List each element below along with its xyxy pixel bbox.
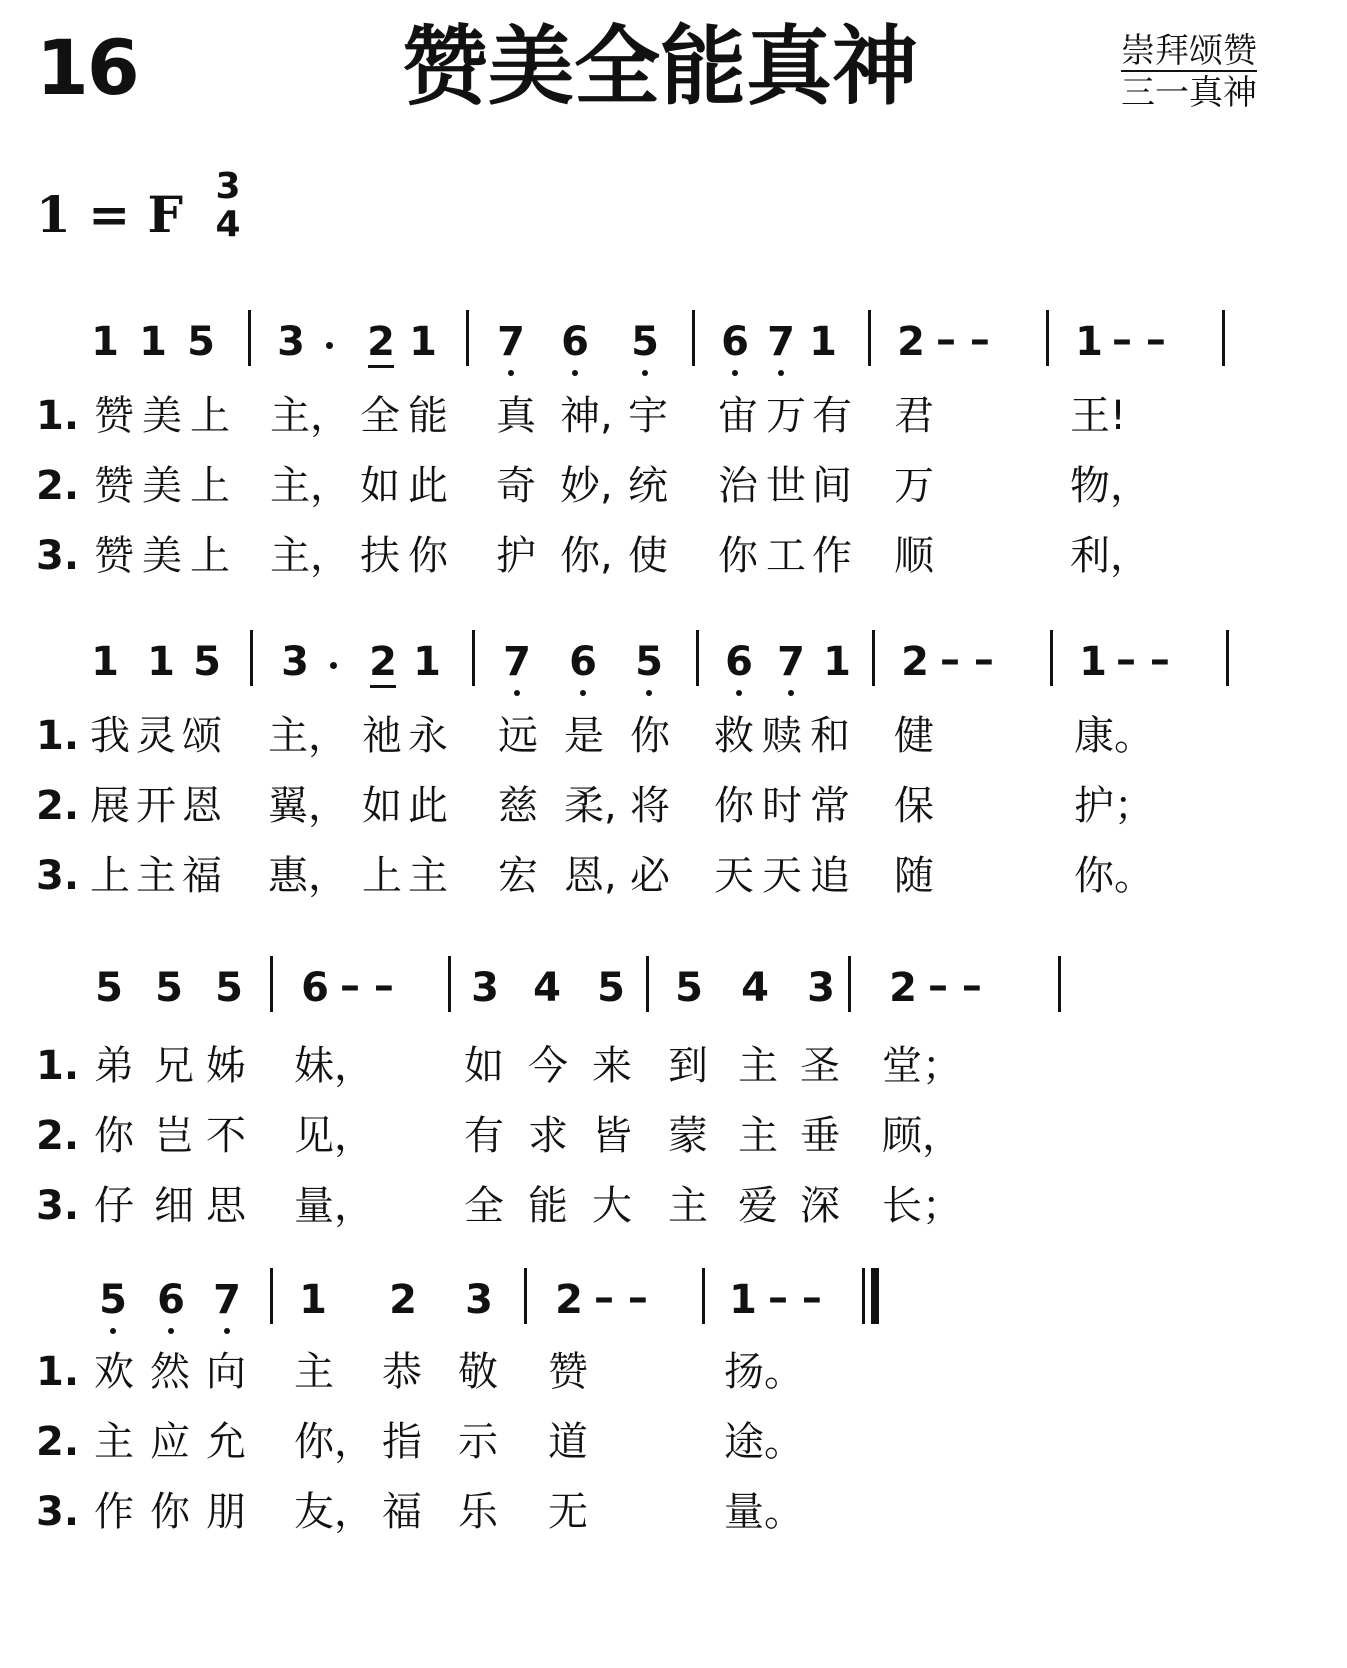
- note: 4: [741, 965, 769, 1011]
- sustain-dash: – –: [936, 317, 990, 363]
- lyric-syllable: 慈: [498, 783, 538, 829]
- lyric-syllable: 间: [812, 463, 852, 509]
- lyric-syllable: 朋: [206, 1489, 246, 1535]
- lyric-syllable: 此: [408, 783, 448, 829]
- note: 1: [147, 639, 175, 685]
- note: 6: [725, 639, 753, 685]
- time-signature: [212, 168, 244, 244]
- note: 5: [155, 965, 183, 1011]
- lyric-syllable: 赎: [762, 713, 802, 759]
- final-barline-thick: [871, 1268, 879, 1324]
- verse-number: 2.: [36, 783, 80, 829]
- barline: [472, 630, 475, 686]
- lyric-syllable: 治: [718, 463, 758, 509]
- lyric-syllable: 世: [766, 463, 806, 509]
- lyric-syllable: 惠，: [268, 853, 348, 899]
- lyric-syllable: 岂: [154, 1113, 194, 1159]
- lyric-syllable: 工: [766, 533, 806, 579]
- lyric-syllable: 美: [142, 393, 182, 439]
- lyric-syllable: 颂: [182, 713, 222, 759]
- lyric-syllable: 王!: [1070, 393, 1127, 439]
- note: 5: [597, 965, 625, 1011]
- lyric-syllable: 你，: [294, 1419, 374, 1465]
- category-label: [1121, 31, 1257, 113]
- lyric-syllable: 作: [94, 1489, 134, 1535]
- note: 6: [301, 965, 329, 1011]
- lyric-syllable: 宏: [498, 853, 538, 899]
- lyric-syllable: 爱: [738, 1183, 778, 1229]
- barline: [1058, 956, 1061, 1012]
- note: 7: [213, 1277, 241, 1323]
- barline: [1222, 310, 1225, 366]
- lyric-syllable: 护；: [1074, 783, 1154, 829]
- lyric-syllable: 如: [360, 463, 400, 509]
- barline: [872, 630, 875, 686]
- key-signature: 1 = F: [36, 185, 183, 244]
- verse-number: 3.: [36, 853, 80, 899]
- lyric-syllable: 主，: [268, 713, 348, 759]
- verse-number: 3.: [36, 1183, 80, 1229]
- barline: [1046, 310, 1049, 366]
- note: 2: [389, 1277, 417, 1323]
- lyric-syllable: 友，: [294, 1489, 374, 1535]
- note: 2: [901, 639, 929, 685]
- note: 5: [99, 1277, 127, 1323]
- sustain-dash: – –: [1112, 317, 1166, 363]
- barline: [1050, 630, 1053, 686]
- lyric-syllable: 统: [628, 463, 668, 509]
- barline: [692, 310, 695, 366]
- lyric-syllable: 皆: [592, 1113, 632, 1159]
- lyric-syllable: 天: [762, 853, 802, 899]
- lyric-syllable: 此: [408, 463, 448, 509]
- lyric-syllable: 上: [362, 853, 402, 899]
- lyric-syllable: 福: [182, 853, 222, 899]
- lyric-syllable: 赞: [94, 533, 134, 579]
- lyric-syllable: 主: [94, 1419, 134, 1465]
- lyric-syllable: 思: [206, 1183, 246, 1229]
- lyric-syllable: 利，: [1070, 533, 1150, 579]
- lyric-syllable: 上: [190, 463, 230, 509]
- verse-number: 1.: [36, 713, 80, 759]
- note: 1: [1075, 319, 1103, 365]
- note: 1: [91, 319, 119, 365]
- note: 2: [897, 319, 925, 365]
- lyric-syllable: 万: [894, 463, 934, 509]
- lyric-syllable: 顾，: [882, 1113, 962, 1159]
- note: 3: [465, 1277, 493, 1323]
- lyric-syllable: 祂: [362, 713, 402, 759]
- lyric-syllable: 恩: [182, 783, 222, 829]
- note: 1: [409, 319, 437, 365]
- verse-number: 2.: [36, 1113, 80, 1159]
- note: 5: [215, 965, 243, 1011]
- lyric-syllable: 长；: [882, 1183, 962, 1229]
- note: 1: [139, 319, 167, 365]
- note: 6: [157, 1277, 185, 1323]
- lyric-syllable: 仔: [94, 1183, 134, 1229]
- note: 1: [1079, 639, 1107, 685]
- sustain-dash: – –: [928, 963, 982, 1009]
- lyric-syllable: 指: [382, 1419, 422, 1465]
- lyric-syllable: 量。: [724, 1489, 804, 1535]
- lyric-syllable: 扶: [360, 533, 400, 579]
- verse-number: 2.: [36, 463, 80, 509]
- lyric-syllable: 如: [464, 1043, 504, 1089]
- note: 3: [471, 965, 499, 1011]
- lyric-syllable: 允: [206, 1419, 246, 1465]
- lyric-syllable: 你: [408, 533, 448, 579]
- lyric-syllable: 赞: [94, 463, 134, 509]
- note: 6: [561, 319, 589, 365]
- lyric-syllable: 上: [190, 393, 230, 439]
- lyric-syllable: 深: [800, 1183, 840, 1229]
- lyric-syllable: 主: [136, 853, 176, 899]
- lyric-syllable: 宙: [718, 393, 758, 439]
- lyric-syllable: 作: [812, 533, 852, 579]
- barline: [646, 956, 649, 1012]
- hymn-title: 赞美全能真神: [402, 17, 918, 117]
- lyric-syllable: 主: [408, 853, 448, 899]
- note: 6: [569, 639, 597, 685]
- note: 1: [413, 639, 441, 685]
- lyric-syllable: 主: [294, 1349, 334, 1395]
- lyric-syllable: 主: [738, 1113, 778, 1159]
- lyric-syllable: 福: [382, 1489, 422, 1535]
- lyric-syllable: 见，: [294, 1113, 374, 1159]
- note: 5: [631, 319, 659, 365]
- barline: [270, 1268, 273, 1324]
- lyric-syllable: 主，: [270, 533, 350, 579]
- lyric-syllable: 和: [810, 713, 850, 759]
- lyric-syllable: 有: [464, 1113, 504, 1159]
- barline: [270, 956, 273, 1012]
- lyric-syllable: 向: [206, 1349, 246, 1395]
- lyric-syllable: 神,: [560, 393, 613, 439]
- lyric-syllable: 柔,: [564, 783, 617, 829]
- lyric-syllable: 灵: [136, 713, 176, 759]
- lyric-syllable: 圣: [800, 1043, 840, 1089]
- note: 7: [497, 319, 525, 365]
- lyric-syllable: 你: [714, 783, 754, 829]
- lyric-syllable: 赞: [94, 393, 134, 439]
- lyric-syllable: 护: [496, 533, 536, 579]
- lyric-syllable: 你: [630, 713, 670, 759]
- note: 2: [367, 319, 395, 365]
- lyric-syllable: 应: [150, 1419, 190, 1465]
- note: 4: [533, 965, 561, 1011]
- lyric-syllable: 到: [668, 1043, 708, 1089]
- note: 5: [95, 965, 123, 1011]
- barline: [248, 310, 251, 366]
- note: 1: [299, 1277, 327, 1323]
- lyric-syllable: 如: [362, 783, 402, 829]
- verse-number: 2.: [36, 1419, 80, 1465]
- lyric-syllable: 大: [592, 1183, 632, 1229]
- note: 5: [635, 639, 663, 685]
- lyric-syllable: 奇: [496, 463, 536, 509]
- note: 3: [807, 965, 835, 1011]
- sustain-dash: – –: [594, 1275, 648, 1321]
- lyric-syllable: 妙,: [560, 463, 613, 509]
- lyric-syllable: 全: [464, 1183, 504, 1229]
- note: 1: [91, 639, 119, 685]
- lyric-syllable: 随: [894, 853, 934, 899]
- lyric-syllable: 能: [528, 1183, 568, 1229]
- category-line-1: 崇拜颂赞: [1121, 31, 1257, 71]
- lyric-syllable: 堂；: [882, 1043, 962, 1089]
- lyric-syllable: 远: [498, 713, 538, 759]
- lyric-syllable: 天: [714, 853, 754, 899]
- barline: [448, 956, 451, 1012]
- category-line-2: 三一真神: [1121, 73, 1257, 113]
- lyric-syllable: 全: [360, 393, 400, 439]
- lyric-syllable: 主，: [270, 393, 350, 439]
- barline: [848, 956, 851, 1012]
- note: 6: [721, 319, 749, 365]
- time-signature-bottom: 4: [215, 204, 241, 245]
- lyric-syllable: 时: [762, 783, 802, 829]
- lyric-syllable: 宇: [628, 393, 668, 439]
- lyric-syllable: 垂: [800, 1113, 840, 1159]
- lyric-syllable: 永: [408, 713, 448, 759]
- lyric-syllable: 开: [136, 783, 176, 829]
- note: 2: [889, 965, 917, 1011]
- lyric-syllable: 使: [628, 533, 668, 579]
- lyric-syllable: 弟: [94, 1043, 134, 1089]
- lyric-syllable: 来: [592, 1043, 632, 1089]
- lyric-syllable: 兄: [154, 1043, 194, 1089]
- lyric-syllable: 将: [630, 783, 670, 829]
- sustain-dash: – –: [340, 963, 394, 1009]
- lyric-syllable: 救: [714, 713, 754, 759]
- lyric-syllable: 示: [458, 1419, 498, 1465]
- verse-number: 3.: [36, 533, 80, 579]
- lyric-syllable: 必: [630, 853, 670, 899]
- lyric-syllable: 你,: [560, 533, 613, 579]
- lyric-syllable: 主: [738, 1043, 778, 1089]
- note: 1: [809, 319, 837, 365]
- hymn-number: 16: [36, 23, 138, 112]
- note: 5: [187, 319, 215, 365]
- lyric-syllable: 你。: [1074, 853, 1154, 899]
- lyric-syllable: 上: [190, 533, 230, 579]
- barline: [466, 310, 469, 366]
- note: 7: [503, 639, 531, 685]
- lyric-syllable: 真: [496, 393, 536, 439]
- barline: [702, 1268, 705, 1324]
- lyric-syllable: 细: [154, 1183, 194, 1229]
- verse-number: 1.: [36, 1349, 80, 1395]
- lyric-syllable: 途。: [724, 1419, 804, 1465]
- lyric-syllable: 展: [90, 783, 130, 829]
- lyric-syllable: 你: [718, 533, 758, 579]
- lyric-syllable: 乐: [458, 1489, 498, 1535]
- lyric-syllable: 主: [668, 1183, 708, 1229]
- verse-number: 1.: [36, 1043, 80, 1089]
- lyric-syllable: 能: [408, 393, 448, 439]
- lyric-syllable: 君: [894, 393, 934, 439]
- lyric-syllable: 敬: [458, 1349, 498, 1395]
- barline: [250, 630, 253, 686]
- lyric-syllable: 道: [548, 1419, 588, 1465]
- time-signature-top: 3: [215, 166, 241, 207]
- lyric-syllable: 蒙: [668, 1113, 708, 1159]
- lyric-syllable: 是: [564, 713, 604, 759]
- barline: [696, 630, 699, 686]
- lyric-syllable: 物，: [1070, 463, 1150, 509]
- barline: [1226, 630, 1229, 686]
- augmentation-dot: [330, 662, 337, 669]
- final-barline-thin: [862, 1268, 865, 1324]
- lyric-syllable: 赞: [548, 1349, 588, 1395]
- lyric-syllable: 恩,: [564, 853, 617, 899]
- lyric-syllable: 你: [150, 1489, 190, 1535]
- lyric-syllable: 姊: [206, 1043, 246, 1089]
- lyric-syllable: 有: [812, 393, 852, 439]
- note: 3: [277, 319, 305, 365]
- lyric-syllable: 不: [206, 1113, 246, 1159]
- lyric-syllable: 健: [894, 713, 934, 759]
- lyric-syllable: 妹，: [294, 1043, 374, 1089]
- lyric-syllable: 恭: [382, 1349, 422, 1395]
- barline: [868, 310, 871, 366]
- note: 1: [823, 639, 851, 685]
- note: 5: [193, 639, 221, 685]
- note: 2: [369, 639, 397, 685]
- lyric-syllable: 翼，: [268, 783, 348, 829]
- lyric-syllable: 美: [142, 533, 182, 579]
- note: 2: [555, 1277, 583, 1323]
- lyric-syllable: 康。: [1074, 713, 1154, 759]
- verse-number: 3.: [36, 1489, 80, 1535]
- sustain-dash: – –: [768, 1275, 822, 1321]
- lyric-syllable: 万: [766, 393, 806, 439]
- sustain-dash: – –: [940, 637, 994, 683]
- lyric-syllable: 你: [94, 1113, 134, 1159]
- note: 5: [675, 965, 703, 1011]
- lyric-syllable: 主，: [270, 463, 350, 509]
- lyric-syllable: 量，: [294, 1183, 374, 1229]
- lyric-syllable: 保: [894, 783, 934, 829]
- lyric-syllable: 今: [528, 1043, 568, 1089]
- lyric-syllable: 无: [548, 1489, 588, 1535]
- lyric-syllable: 我: [90, 713, 130, 759]
- note: 1: [729, 1277, 757, 1323]
- lyric-syllable: 美: [142, 463, 182, 509]
- barline: [524, 1268, 527, 1324]
- note: 7: [777, 639, 805, 685]
- augmentation-dot: [326, 342, 333, 349]
- sustain-dash: – –: [1116, 637, 1170, 683]
- lyric-syllable: 欢: [94, 1349, 134, 1395]
- note: 3: [281, 639, 309, 685]
- lyric-syllable: 顺: [894, 533, 934, 579]
- lyric-syllable: 追: [810, 853, 850, 899]
- note: 7: [767, 319, 795, 365]
- verse-number: 1.: [36, 393, 80, 439]
- lyric-syllable: 上: [90, 853, 130, 899]
- lyric-syllable: 扬。: [724, 1349, 804, 1395]
- lyric-syllable: 求: [528, 1113, 568, 1159]
- lyric-syllable: 常: [810, 783, 850, 829]
- lyric-syllable: 然: [150, 1349, 190, 1395]
